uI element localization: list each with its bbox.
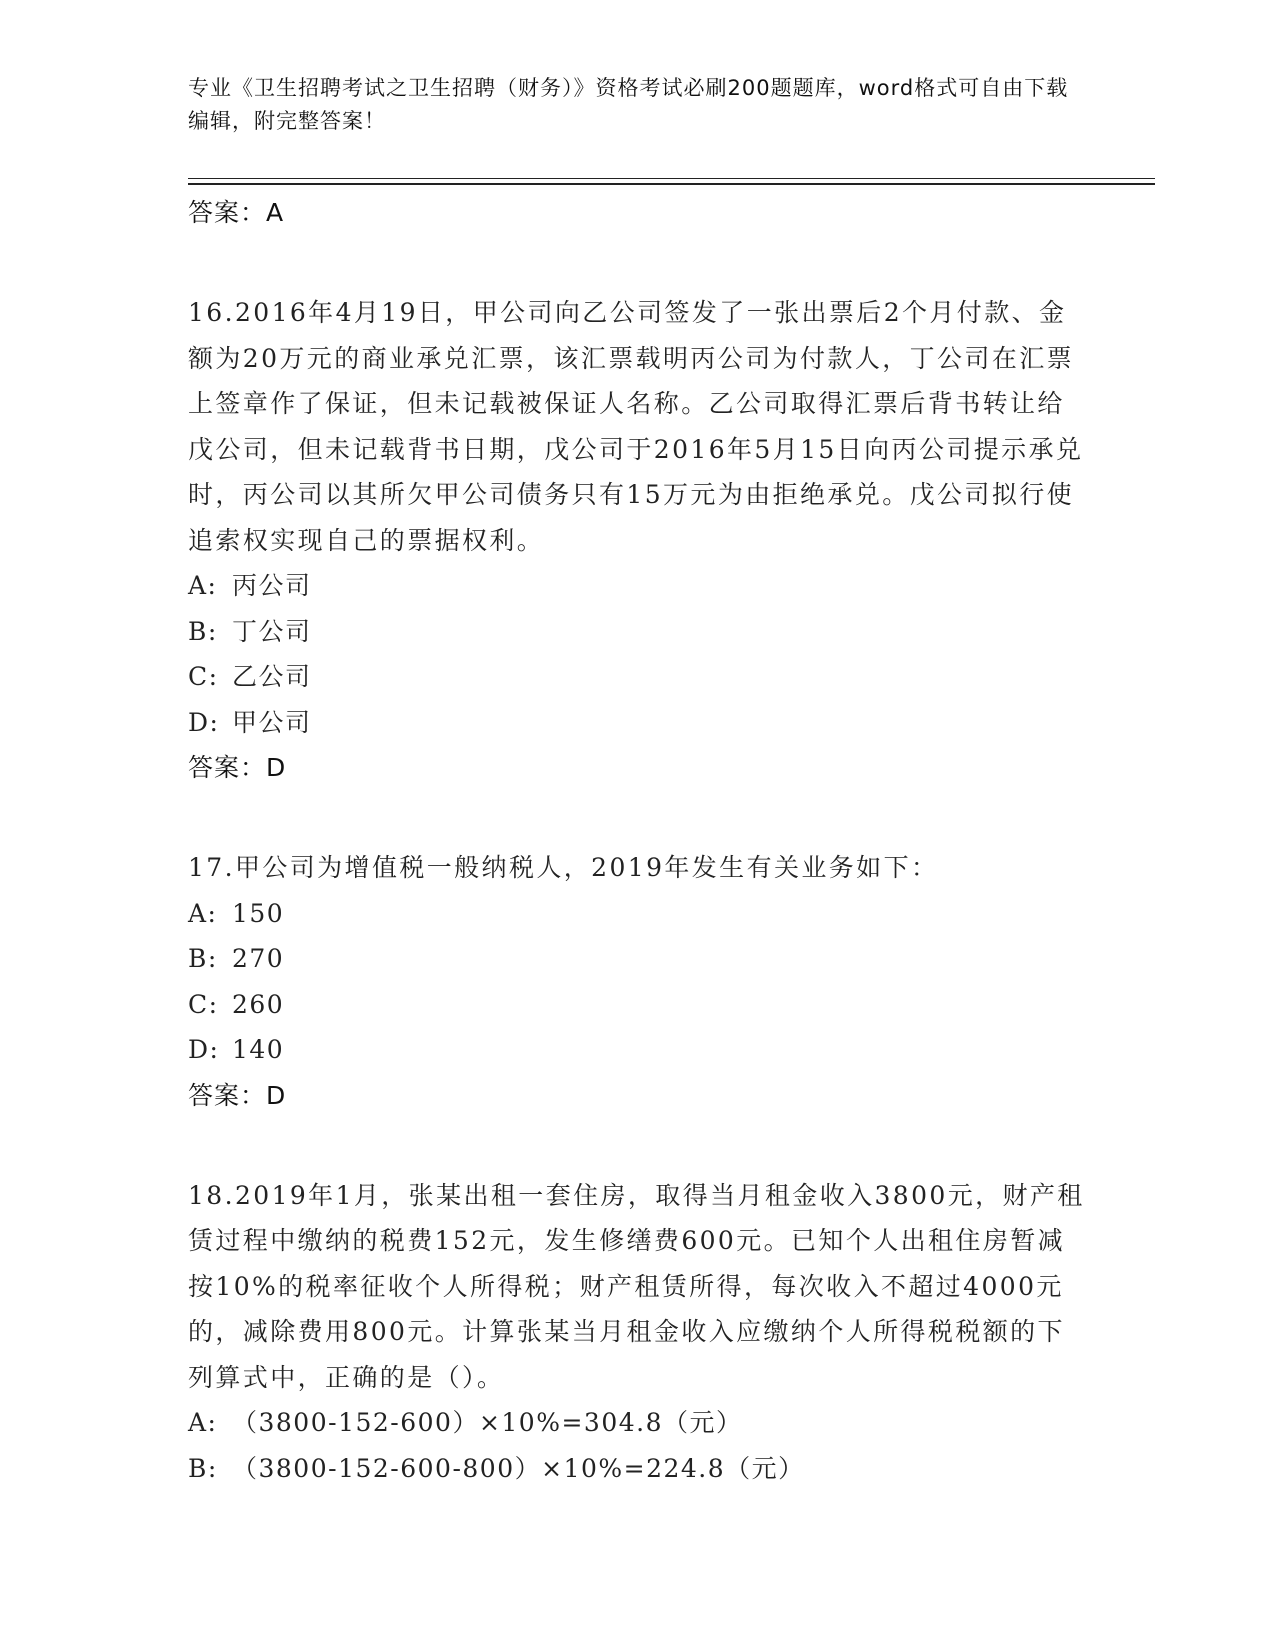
option-text: 丁公司 xyxy=(232,616,312,646)
option-label: B: xyxy=(188,616,218,646)
option-text: 150 xyxy=(232,898,285,928)
option-c xyxy=(188,654,1088,700)
option-a xyxy=(188,563,1088,609)
question-block-18 xyxy=(188,1173,1088,1492)
option-label: D: xyxy=(188,1035,220,1064)
answer-line: 答案：D xyxy=(188,753,287,782)
option-text: （3800-152-600-800）×10%=224.8（元） xyxy=(232,1453,805,1483)
option-text: 乙公司 xyxy=(232,662,312,691)
option-label: B: xyxy=(188,944,218,973)
option-a xyxy=(188,891,1088,937)
option-b xyxy=(188,1446,1088,1492)
header-divider-thin xyxy=(188,178,1155,179)
option-text: 260 xyxy=(232,989,285,1019)
option-text: 140 xyxy=(232,1035,285,1064)
option-label: A: xyxy=(188,1408,218,1437)
option-d xyxy=(188,1027,1088,1073)
option-c xyxy=(188,982,1088,1028)
option-label: A: xyxy=(188,571,218,600)
option-label: A: xyxy=(188,898,218,928)
option-text: 丙公司 xyxy=(232,571,312,600)
option-a xyxy=(188,1400,1088,1446)
question-text: 18.2019年1月，张某出租一套住房，取得当月租金收入3800元，财产租赁过程中缴纳的税费152元，发生修缮费600元。已知个人出租住房暂减按10%的税率征收个人所得税；财产租赁所得，每次收入不超过4000元的，减除费用800元。计算张某当月租金收入应缴纳个人所得税税额的下列算式中，正确的是（）。 xyxy=(188,1180,1085,1392)
question-text: 17.甲公司为增值税一般纳税人，2019年发生有关业务如下： xyxy=(188,853,939,882)
option-d xyxy=(188,700,1088,746)
option-label: B: xyxy=(188,1453,218,1483)
question-block-17 xyxy=(188,845,1088,1119)
previous-answer: 答案：A xyxy=(188,198,285,227)
option-label: C: xyxy=(188,989,219,1019)
question-block-16 xyxy=(188,290,1088,791)
option-label: C: xyxy=(188,662,219,691)
answer-line: 答案：D xyxy=(188,1080,287,1110)
page-header: 专业《卫生招聘考试之卫生招聘（财务）》资格考试必刷200题题库，word格式可自由下载编辑，附完整答案！ xyxy=(188,76,1069,133)
option-text: 270 xyxy=(232,944,285,973)
document-content xyxy=(188,190,1088,1491)
option-text: （3800-152-600）×10%=304.8（元） xyxy=(232,1408,743,1437)
option-b xyxy=(188,609,1088,655)
header-divider-thick xyxy=(188,183,1155,185)
option-label: D: xyxy=(188,707,220,737)
question-text: 16.2016年4月19日，甲公司向乙公司签发了一张出票后2个月付款、金额为20万元的商业承兑汇票，该汇票载明丙公司为付款人，丁公司在汇票上签章作了保证，但未记载被保证人名称。乙公司取得汇票后背书转让给戊公司，但未记载背书日期，戊公司于2016年5月15日向丙公司提示承兑时，丙公司以其所欠甲公司债务只有15万元为由拒绝承兑。戊公司拟行使追索权实现自己的票据权利。 xyxy=(188,298,1084,555)
option-b xyxy=(188,936,1088,982)
option-text: 甲公司 xyxy=(232,707,312,737)
